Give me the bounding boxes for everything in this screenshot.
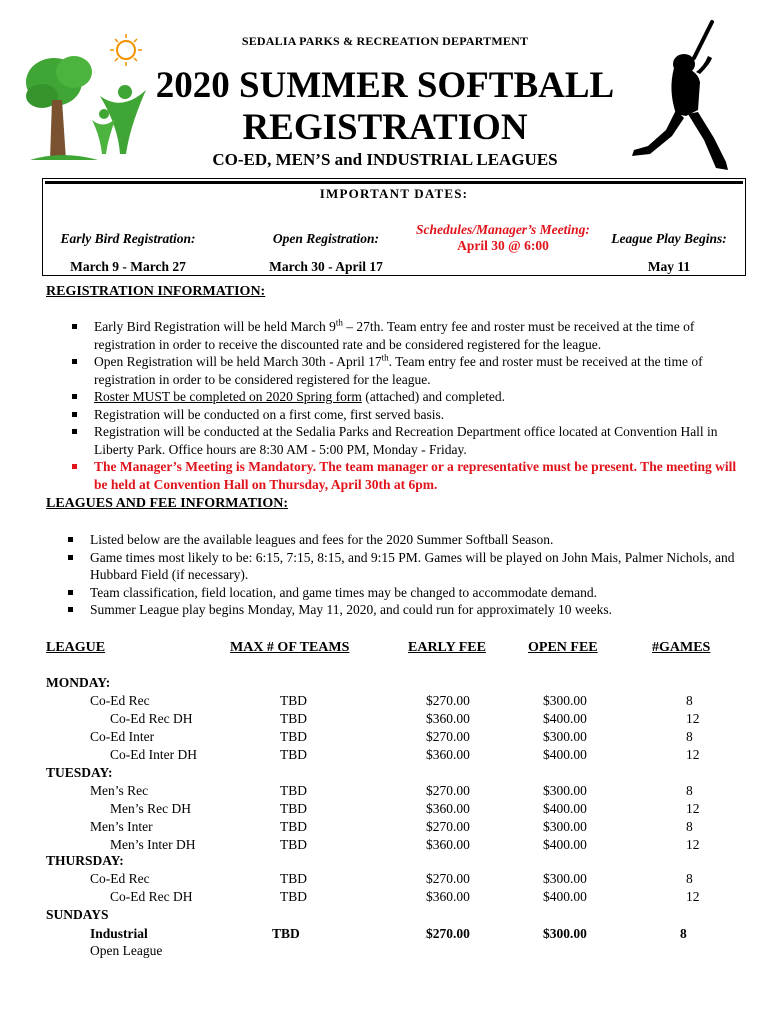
date-label: Open Registration: bbox=[272, 231, 380, 246]
league-name: Co-Ed Rec bbox=[90, 871, 150, 886]
day-thursday: THURSDAY: bbox=[46, 853, 124, 868]
important-dates-heading: IMPORTANT DATES: bbox=[319, 186, 469, 201]
page-subtitle: CO-ED, MEN’S and INDUSTRIAL LEAGUES bbox=[212, 150, 558, 169]
open-fee: $400.00 bbox=[543, 837, 587, 852]
date-value: March 30 - April 17 bbox=[269, 259, 383, 274]
col-header-max-teams: MAX # OF TEAMS bbox=[230, 640, 350, 655]
open-fee: $400.00 bbox=[543, 801, 587, 816]
max-teams: TBD bbox=[280, 801, 307, 816]
list-item: Game times most likely to be: 6:15, 7:15, 8:15, and 9:15 PM. Games will be played on John Mais, Palmer Nichols, and Hubbard Field (if necessary). bbox=[68, 549, 742, 584]
date-value: April 30 @ 6:00 bbox=[457, 238, 549, 253]
department-name: SEDALIA PARKS & RECREATION DEPARTMENT bbox=[241, 34, 529, 48]
open-fee: $300.00 bbox=[543, 926, 587, 941]
league-name: Industrial bbox=[90, 926, 148, 941]
leagues-heading: LEAGUES AND FEE INFORMATION: bbox=[46, 496, 289, 511]
max-teams: TBD bbox=[280, 693, 307, 708]
day-monday: MONDAY: bbox=[46, 675, 111, 690]
league-name: Men’s Rec bbox=[90, 783, 149, 798]
day-tuesday: TUESDAY: bbox=[46, 765, 113, 780]
list-item: Roster MUST be completed on 2020 Spring form (attached) and completed. bbox=[72, 388, 742, 406]
early-fee: $360.00 bbox=[426, 837, 470, 852]
max-teams: TBD bbox=[272, 926, 300, 941]
date-label: League Play Begins: bbox=[611, 231, 727, 246]
games: 8 bbox=[686, 819, 693, 834]
list-item: Team classification, field location, and game times may be changed to accommodate demand. bbox=[68, 584, 742, 602]
league-name: Men’s Inter bbox=[90, 819, 153, 834]
games: 12 bbox=[686, 889, 700, 904]
max-teams: TBD bbox=[280, 711, 307, 726]
early-fee: $270.00 bbox=[426, 693, 470, 708]
list-item: Summer League play begins Monday, May 11, 2020, and could run for approximately 10 weeks. bbox=[68, 601, 742, 619]
important-dates-box bbox=[42, 178, 746, 276]
max-teams: TBD bbox=[280, 819, 307, 834]
list-item: Open Registration will be held March 30th - April 17th. Team entry fee and roster must be received at the time of registration in order to be considered registered for the league. bbox=[72, 353, 742, 388]
games: 12 bbox=[686, 837, 700, 852]
league-name: Co-Ed Inter bbox=[90, 729, 155, 744]
games: 8 bbox=[686, 693, 693, 708]
max-teams: TBD bbox=[280, 837, 307, 852]
open-fee: $400.00 bbox=[543, 889, 587, 904]
max-teams: TBD bbox=[280, 871, 307, 886]
col-header-games: #GAMES bbox=[652, 640, 711, 655]
registration-heading: REGISTRATION INFORMATION: bbox=[46, 284, 266, 299]
open-fee: $300.00 bbox=[543, 729, 587, 744]
games: 12 bbox=[686, 801, 700, 816]
date-value: March 9 - March 27 bbox=[70, 259, 186, 274]
leagues-list bbox=[68, 531, 742, 619]
games: 8 bbox=[686, 729, 693, 744]
box-top-rule bbox=[45, 181, 743, 184]
games: 12 bbox=[686, 711, 700, 726]
league-name: Co-Ed Rec DH bbox=[110, 889, 193, 904]
league-play-date bbox=[593, 231, 745, 275]
early-bird-date bbox=[43, 231, 213, 275]
registration-list bbox=[72, 318, 742, 493]
date-value: May 11 bbox=[647, 259, 691, 274]
max-teams: TBD bbox=[280, 889, 307, 904]
list-item: Registration will be conducted on a first come, first served basis. bbox=[72, 406, 742, 424]
date-label: Early Bird Registration: bbox=[60, 231, 196, 246]
league-name: Co-Ed Rec bbox=[90, 693, 150, 708]
open-fee: $300.00 bbox=[543, 819, 587, 834]
list-item: Early Bird Registration will be held March 9th – 27th. Team entry fee and roster must be received at the time of registration in order to receive the discounted rate and be considered registered for the league. bbox=[72, 318, 742, 353]
early-fee: $270.00 bbox=[426, 729, 470, 744]
games: 12 bbox=[686, 747, 700, 762]
games: 8 bbox=[680, 926, 687, 941]
games: 8 bbox=[686, 783, 693, 798]
games: 8 bbox=[686, 871, 693, 886]
early-fee: $270.00 bbox=[426, 819, 470, 834]
managers-meeting-date bbox=[413, 221, 593, 254]
early-fee: $360.00 bbox=[426, 747, 470, 762]
list-item: Listed below are the available leagues and fees for the 2020 Summer Softball Season. bbox=[68, 531, 742, 549]
league-name: Co-Ed Rec DH bbox=[110, 711, 193, 726]
league-name: Co-Ed Inter DH bbox=[110, 747, 197, 762]
mandatory-meeting-notice: The Manager’s Meeting is Mandatory. The team manager or a representative must be present. The meeting will be held at Convention Hall on Thursday, April 30th at 6pm. bbox=[72, 458, 742, 493]
open-fee: $300.00 bbox=[543, 693, 587, 708]
day-sundays: SUNDAYS bbox=[46, 907, 109, 922]
early-fee: $270.00 bbox=[426, 926, 470, 941]
league-name: Men’s Rec DH bbox=[110, 801, 191, 816]
col-header-league: LEAGUE bbox=[46, 640, 106, 655]
open-registration-date bbox=[241, 231, 411, 275]
league-name: Men’s Inter DH bbox=[110, 837, 196, 852]
page-title-line2: REGISTRATION bbox=[242, 107, 528, 148]
max-teams: TBD bbox=[280, 783, 307, 798]
early-fee: $360.00 bbox=[426, 801, 470, 816]
max-teams: TBD bbox=[280, 729, 307, 744]
early-fee: $360.00 bbox=[426, 711, 470, 726]
page-title: 2020 SUMMER SOFTBALL bbox=[155, 65, 615, 106]
max-teams: TBD bbox=[280, 747, 307, 762]
early-fee: $270.00 bbox=[426, 783, 470, 798]
open-fee: $400.00 bbox=[543, 711, 587, 726]
col-header-open-fee: OPEN FEE bbox=[528, 640, 598, 655]
early-fee: $360.00 bbox=[426, 889, 470, 904]
open-fee: $400.00 bbox=[543, 747, 587, 762]
list-item: Registration will be conducted at the Sedalia Parks and Recreation Department office located at Convention Hall in Liberty Park. Office hours are 8:30 AM - 5:00 PM, Monday - Friday. bbox=[72, 423, 742, 458]
industrial-note: Open League bbox=[90, 943, 163, 958]
col-header-early-fee: EARLY FEE bbox=[408, 640, 486, 655]
open-fee: $300.00 bbox=[543, 871, 587, 886]
early-fee: $270.00 bbox=[426, 871, 470, 886]
date-label: Schedules/Manager’s Meeting: bbox=[416, 222, 590, 237]
open-fee: $300.00 bbox=[543, 783, 587, 798]
